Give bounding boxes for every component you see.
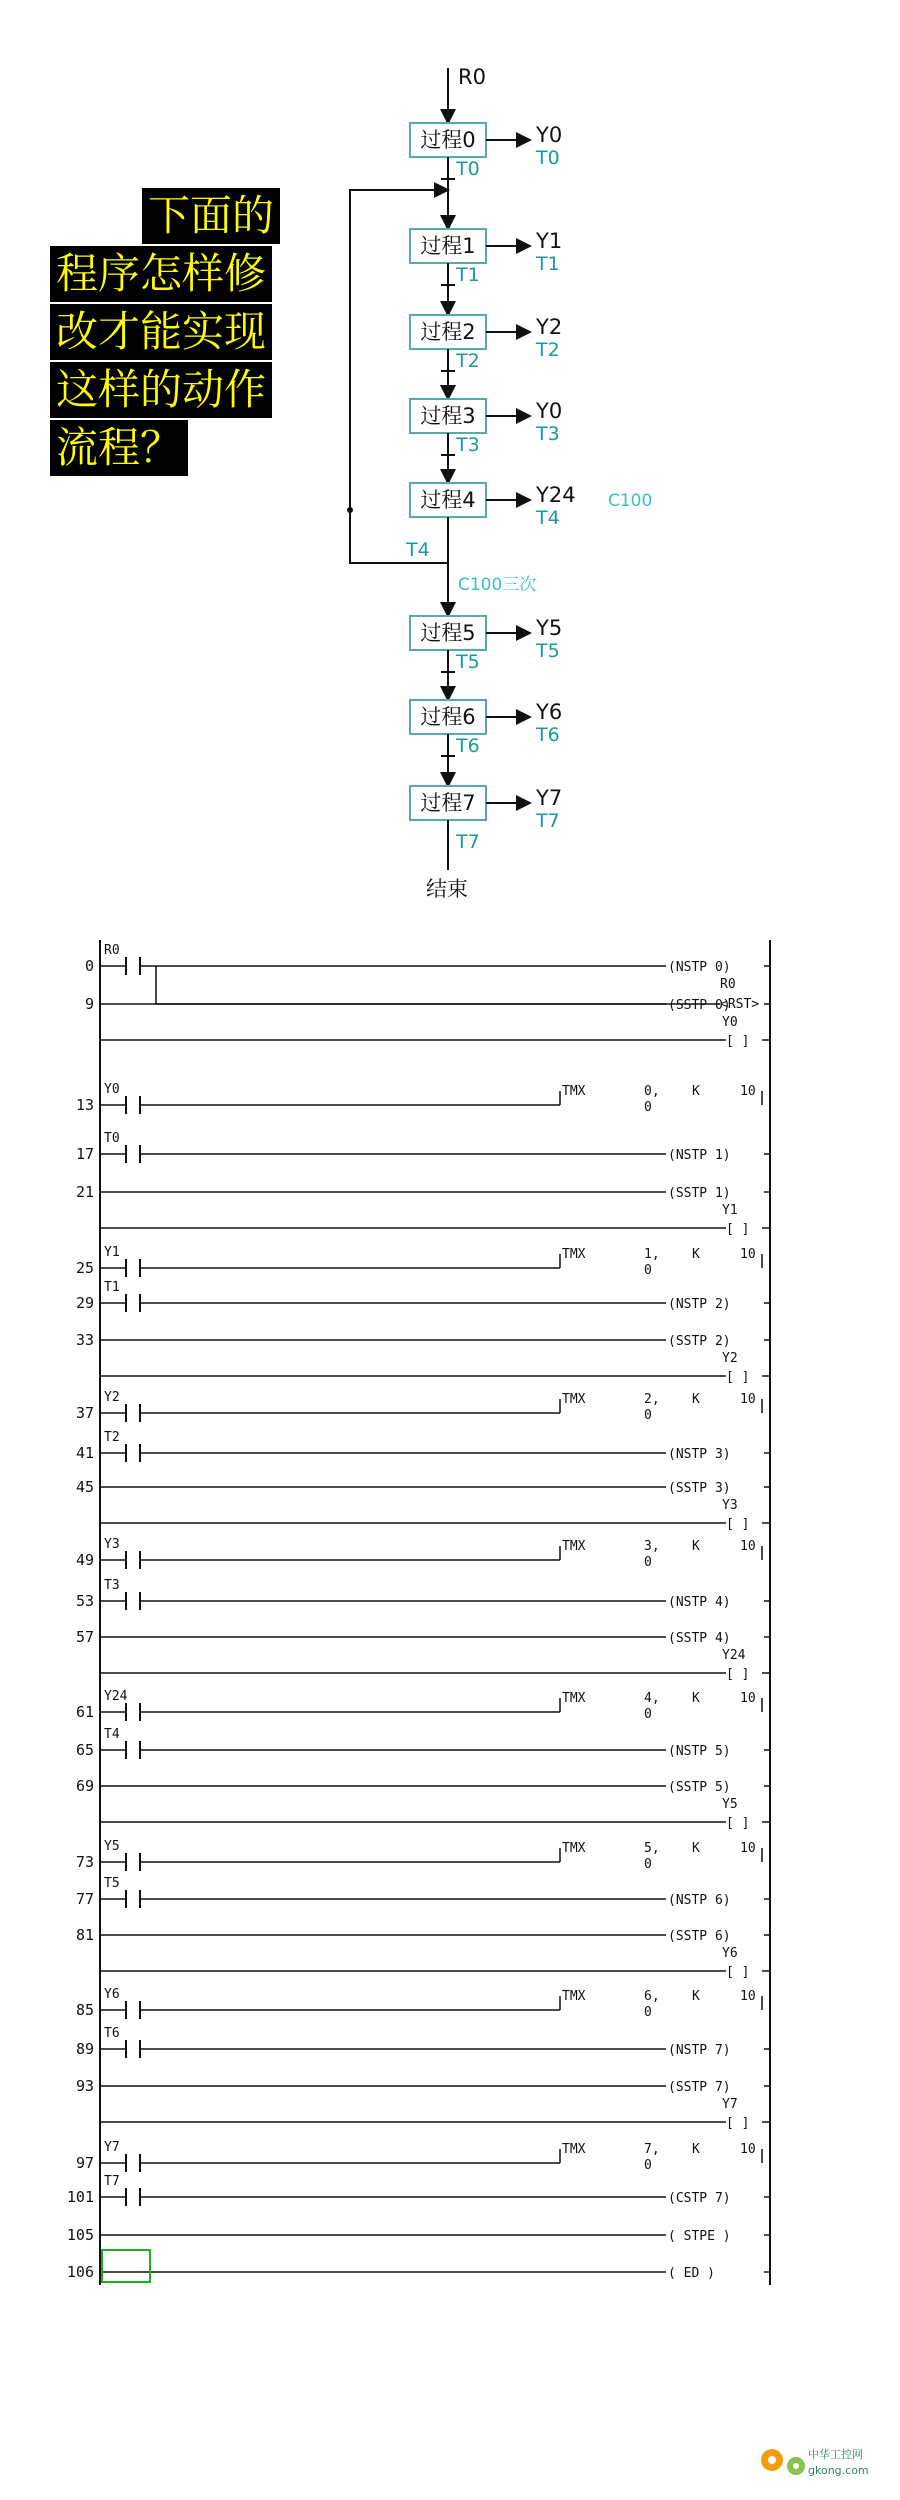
coil-symbol: [ ] [726, 1667, 750, 1682]
timer-instruction: TMX [562, 2142, 586, 2157]
timer-k: K [692, 1989, 700, 2004]
contact-label: Y3 [104, 1537, 120, 1552]
timer-k: K [692, 1084, 700, 1099]
timer-label: T0 [536, 147, 560, 169]
instruction-label: (NSTP 0) [668, 960, 731, 975]
transition-label: T2 [456, 350, 480, 372]
timer-number: 0, [644, 1084, 660, 1099]
timer-label: T2 [536, 339, 560, 361]
transition-label: T1 [456, 264, 480, 286]
contact-label: T7 [104, 2174, 120, 2189]
coil-label: Y1 [722, 1203, 738, 1218]
output-label: Y2 [536, 315, 563, 339]
step-number: 13 [75, 1096, 94, 1114]
instruction-label: (NSTP 3) [668, 1447, 731, 1462]
coil-label: Y2 [722, 1351, 738, 1366]
instruction-label: (NSTP 1) [668, 1148, 731, 1163]
transition-label: T3 [456, 434, 480, 456]
timer-k-value: 10 [740, 1539, 756, 1554]
coil-symbol: [ ] [726, 1370, 750, 1385]
coil-label: Y6 [722, 1946, 738, 1961]
coil-label: Y24 [722, 1648, 746, 1663]
timer-sub: 0 [644, 2158, 652, 2173]
timer-k: K [692, 1539, 700, 1554]
timer-sub: 0 [644, 1555, 652, 1570]
timer-label: T7 [536, 810, 560, 832]
output-label: Y7 [536, 786, 563, 810]
contact-label: Y0 [104, 1082, 120, 1097]
contact-label: Y6 [104, 1987, 120, 2002]
step-number: 61 [75, 1703, 94, 1721]
contact-label: T6 [104, 2026, 120, 2041]
coil-symbol: [ ] [726, 1517, 750, 1532]
timer-number: 5, [644, 1841, 660, 1856]
timer-number: 2, [644, 1392, 660, 1407]
step-number: 97 [75, 2154, 94, 2172]
counter-label: C100 [608, 491, 653, 511]
exit-condition-label: C100三次 [458, 575, 537, 595]
step-number: 89 [75, 2040, 94, 2058]
step-number: 93 [75, 2077, 94, 2095]
timer-number: 3, [644, 1539, 660, 1554]
instruction-label: (SSTP 6) [668, 1929, 731, 1944]
step-number: 77 [75, 1890, 94, 1908]
output-label: Y24 [536, 483, 576, 507]
step-label: 过程1 [420, 234, 476, 258]
instruction-label: (SSTP 0) [668, 998, 731, 1013]
step-number: 37 [75, 1404, 94, 1422]
coil-symbol: [ ] [726, 1816, 750, 1831]
timer-k-value: 10 [740, 1989, 756, 2004]
step-number: 85 [75, 2001, 94, 2019]
timer-k: K [692, 1691, 700, 1706]
instruction-label: (SSTP 2) [668, 1334, 731, 1349]
step-label: 过程3 [420, 404, 476, 428]
contact-label: Y24 [104, 1689, 128, 1704]
question-line: 改才能实现 [50, 304, 272, 360]
step-number: 0 [84, 957, 94, 975]
contact-label: T4 [104, 1727, 120, 1742]
contact-label: Y5 [104, 1839, 120, 1854]
coil-label: Y7 [722, 2097, 738, 2112]
start-label: R0 [458, 65, 486, 89]
watermark-name: 中华工控网 [808, 2448, 863, 2461]
step-label: 过程6 [420, 705, 476, 729]
output-label: Y5 [536, 616, 563, 640]
step-number: 81 [75, 1926, 94, 1944]
output-label: Y1 [536, 229, 563, 253]
timer-sub: 0 [644, 1100, 652, 1115]
step-label: 过程4 [420, 488, 476, 512]
selection-cursor[interactable] [102, 2250, 150, 2282]
timer-instruction: TMX [562, 1989, 586, 2004]
step-label: 过程7 [420, 791, 476, 815]
question-line: 下面的 [142, 188, 280, 244]
timer-number: 6, [644, 1989, 660, 2004]
step-number: 29 [75, 1294, 94, 1312]
transition-label: T0 [456, 158, 480, 180]
timer-sub: 0 [644, 1263, 652, 1278]
question-line: 程序怎样修 [50, 246, 272, 302]
coil-symbol: [ ] [726, 1965, 750, 1980]
timer-instruction: TMX [562, 1539, 586, 1554]
timer-number: 4, [644, 1691, 660, 1706]
instruction-label: ( STPE ) [668, 2229, 731, 2244]
instruction-label: (NSTP 6) [668, 1893, 731, 1908]
step-number: 41 [75, 1444, 94, 1462]
timer-label: T3 [536, 423, 560, 445]
branch-instruction: <RST> [720, 997, 760, 1012]
contact-label: Y2 [104, 1390, 120, 1405]
step-number: 53 [75, 1592, 94, 1610]
step-label: 过程5 [420, 621, 476, 645]
instruction-label: (NSTP 7) [668, 2043, 731, 2058]
step-number: 65 [75, 1741, 94, 1759]
step-number: 9 [84, 995, 94, 1013]
timer-label: T5 [536, 640, 560, 662]
question-line: 这样的动作 [50, 362, 272, 418]
output-label: Y0 [536, 123, 563, 147]
instruction-label: (NSTP 5) [668, 1744, 731, 1759]
instruction-label: (SSTP 1) [668, 1186, 731, 1201]
contact-label: T3 [104, 1578, 120, 1593]
timer-instruction: TMX [562, 1691, 586, 1706]
timer-k: K [692, 1392, 700, 1407]
instruction-label: (SSTP 3) [668, 1481, 731, 1496]
timer-label: T1 [536, 253, 560, 275]
instruction-label: (SSTP 7) [668, 2080, 731, 2095]
branch-coil-label: R0 [720, 977, 736, 992]
step-number: 33 [75, 1331, 94, 1349]
loop-label: T4 [406, 539, 430, 561]
timer-k: K [692, 1841, 700, 1856]
instruction-label: (SSTP 5) [668, 1780, 731, 1795]
contact-label: T5 [104, 1876, 120, 1891]
timer-instruction: TMX [562, 1392, 586, 1407]
watermark-url: gkong.com [808, 2464, 869, 2477]
coil-label: Y0 [722, 1015, 738, 1030]
contact-label: R0 [104, 943, 120, 958]
timer-k-value: 10 [740, 1392, 756, 1407]
contact-label: T0 [104, 1131, 120, 1146]
step-number: 21 [75, 1183, 94, 1201]
timer-k-value: 10 [740, 1084, 756, 1099]
step-number: 17 [75, 1145, 94, 1163]
coil-symbol: [ ] [726, 2116, 750, 2131]
timer-label: T4 [536, 507, 560, 529]
step-number: 45 [75, 1478, 94, 1496]
coil-symbol: [ ] [726, 1034, 750, 1049]
timer-number: 7, [644, 2142, 660, 2157]
step-label: 过程0 [420, 128, 476, 152]
timer-k-value: 10 [740, 2142, 756, 2157]
timer-k-value: 10 [740, 1841, 756, 1856]
timer-sub: 0 [644, 1857, 652, 1872]
step-number: 25 [75, 1259, 94, 1277]
step-number: 49 [75, 1551, 94, 1569]
timer-sub: 0 [644, 2005, 652, 2020]
transition-label: T5 [456, 651, 480, 673]
timer-number: 1, [644, 1247, 660, 1262]
step-label: 过程2 [420, 320, 476, 344]
coil-label: Y3 [722, 1498, 738, 1513]
step-number: 105 [66, 2226, 94, 2244]
contact-label: Y1 [104, 1245, 120, 1260]
timer-instruction: TMX [562, 1247, 586, 1262]
instruction-label: (CSTP 7) [668, 2191, 731, 2206]
timer-label: T6 [536, 724, 560, 746]
output-label: Y0 [536, 399, 563, 423]
coil-label: Y5 [722, 1797, 738, 1812]
step-number: 106 [66, 2263, 94, 2281]
step-number: 57 [75, 1628, 94, 1646]
output-label: Y6 [536, 700, 563, 724]
step-number: 69 [75, 1777, 94, 1795]
coil-symbol: [ ] [726, 1222, 750, 1237]
contact-label: Y7 [104, 2140, 120, 2155]
transition-label: T7 [456, 831, 480, 853]
timer-k: K [692, 1247, 700, 1262]
timer-instruction: TMX [562, 1841, 586, 1856]
instruction-label: ( ED ) [668, 2266, 715, 2281]
transition-label: T6 [456, 735, 480, 757]
end-label: 结束 [426, 877, 468, 900]
contact-label: T2 [104, 1430, 120, 1445]
instruction-label: (SSTP 4) [668, 1631, 731, 1646]
timer-k-value: 10 [740, 1247, 756, 1262]
step-number: 73 [75, 1853, 94, 1871]
instruction-label: (NSTP 4) [668, 1595, 731, 1610]
timer-sub: 0 [644, 1408, 652, 1423]
timer-sub: 0 [644, 1707, 652, 1722]
step-number: 101 [66, 2188, 94, 2206]
timer-instruction: TMX [562, 1084, 586, 1099]
question-line: 流程？ [50, 420, 188, 476]
instruction-label: (NSTP 2) [668, 1297, 731, 1312]
timer-k-value: 10 [740, 1691, 756, 1706]
timer-k: K [692, 2142, 700, 2157]
contact-label: T1 [104, 1280, 120, 1295]
